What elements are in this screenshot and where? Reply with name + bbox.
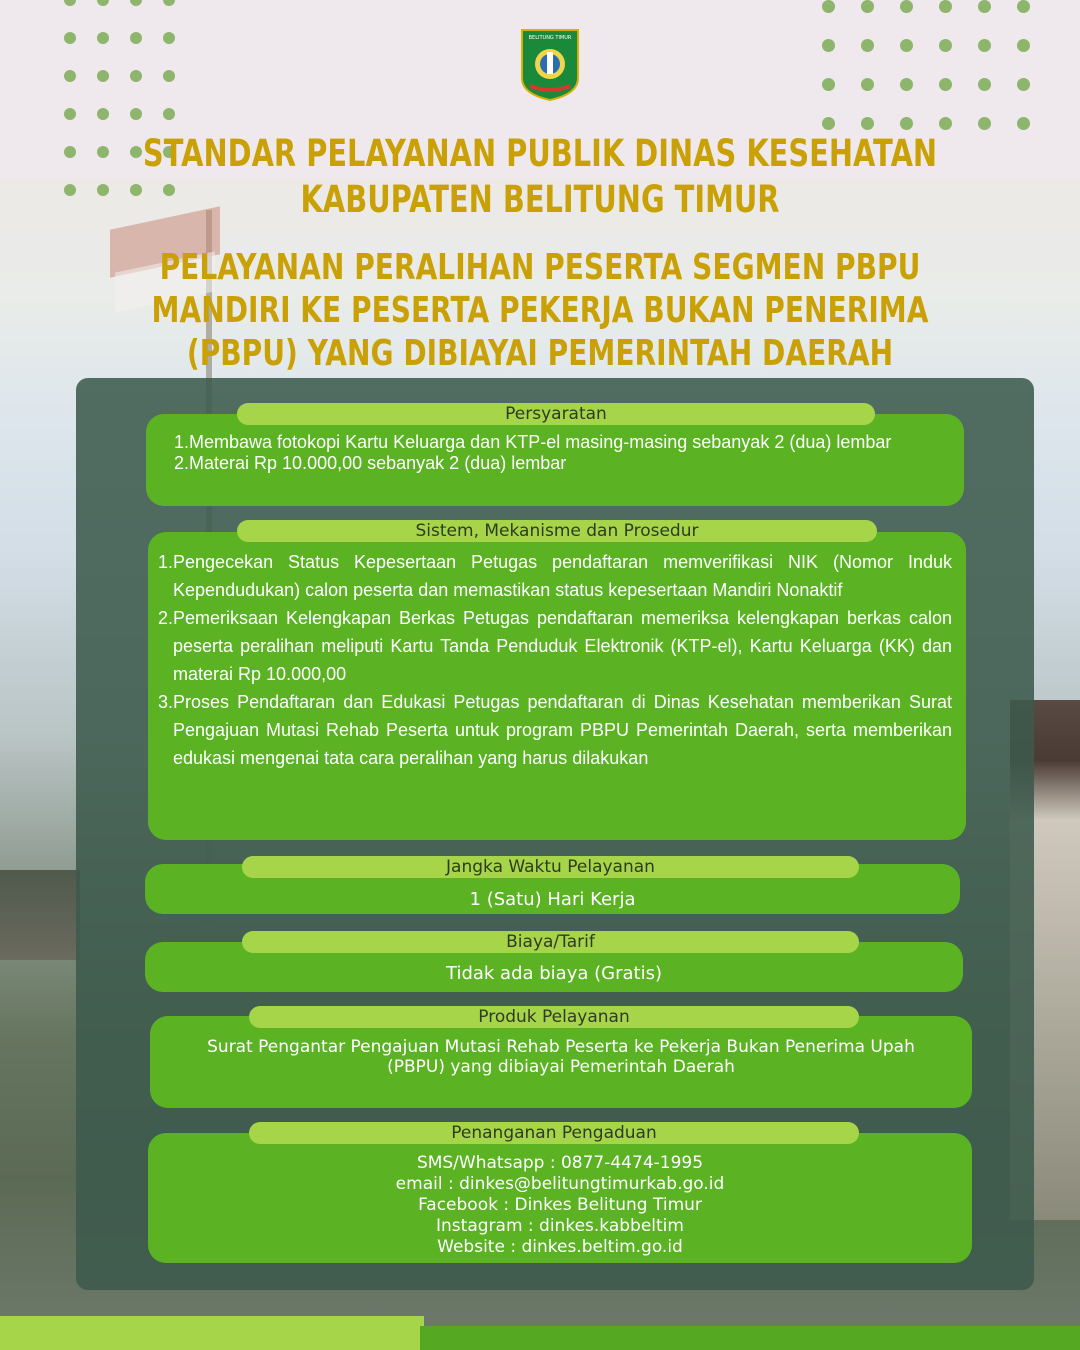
jangka-waktu-value: 1 (Satu) Hari Kerja xyxy=(469,889,636,910)
logo-text: BELITUNG TIMUR xyxy=(528,35,572,41)
pengaduan-email: email : dinkes@belitungtimurkab.go.id xyxy=(395,1174,725,1194)
list-text: Pengecekan Status Kepesertaan Petugas pendaftaran memverifikasi NIK (Nomor Induk Kependudukan) calon peserta dan memastikan status kepesertaan Mandiri Nonaktif xyxy=(173,552,952,600)
pengaduan-instagram: Instagram : dinkes.kabbeltim xyxy=(436,1216,684,1236)
list-number: 1. xyxy=(158,552,174,572)
service-title-line2: MANDIRI KE PESERTA PEKERJA BUKAN PENERIMA xyxy=(151,290,929,331)
page-title-line1: STANDAR PELAYANAN PUBLIK DINAS KESEHATAN xyxy=(142,132,938,175)
pengaduan-website: Website : dinkes.beltim.go.id xyxy=(437,1237,683,1257)
service-title-line1: PELAYANAN PERALIHAN PESERTA SEGMEN PBPU xyxy=(159,247,921,288)
pengaduan-card xyxy=(148,1133,972,1263)
list-text: Membawa fotokopi Kartu Keluarga dan KTP-el masing-masing sebanyak 2 (dua) lembar xyxy=(189,432,892,452)
service-title xyxy=(119,246,961,375)
list-text: Pemeriksaan Kelengkapan Berkas Petugas pendaftaran memeriksa kelengkapan berkas calon peserta peralihan meliputi Kartu Tanda Penduduk Elektronik (KTP-el), Kartu Keluarga (KK) dan materai Rp 10.000,00 xyxy=(173,608,952,684)
biaya-value: Tidak ada biaya (Gratis) xyxy=(446,963,662,984)
list-item xyxy=(174,432,940,453)
bottom-bar-dark xyxy=(420,1326,1080,1350)
persyaratan-label: Persyaratan xyxy=(237,403,875,425)
list-item xyxy=(158,548,952,604)
prosedur-card xyxy=(148,532,966,840)
belitung-timur-emblem-icon xyxy=(520,28,580,102)
list-text: Proses Pendaftaran dan Edukasi Petugas pendaftaran di Dinas Kesehatan memberikan Surat Pengajuan Mutasi Rehab Peserta untuk program PBPU Pemerintah Daerah, serta memberikan edukasi mengenai tata cara peralihan yang harus dilakukan xyxy=(173,692,952,768)
service-title-line3: (PBPU) YANG DIBIAYAI PEMERINTAH DAERAH xyxy=(186,333,894,374)
decor-dots-right xyxy=(822,0,1056,130)
biaya-label: Biaya/Tarif xyxy=(242,931,859,953)
prosedur-label: Sistem, Mekanisme dan Prosedur xyxy=(237,520,877,542)
produk-label: Produk Pelayanan xyxy=(249,1006,859,1028)
pengaduan-sms: SMS/Whatsapp : 0877-4474-1995 xyxy=(416,1153,704,1173)
produk-line1: Surat Pengantar Pengajuan Mutasi Rehab Peserta ke Pekerja Bukan Penerima Upah xyxy=(207,1037,915,1057)
pengaduan-label: Penanganan Pengaduan xyxy=(249,1122,859,1144)
produk-card xyxy=(150,1016,972,1108)
list-number: 1. xyxy=(174,432,190,452)
produk-line2: (PBPU) yang dibiayai Pemerintah Daerah xyxy=(387,1057,735,1077)
list-item xyxy=(158,604,952,688)
list-number: 2. xyxy=(158,608,174,628)
list-item xyxy=(158,688,952,772)
page-title-line2: KABUPATEN BELITUNG TIMUR xyxy=(300,178,780,221)
persyaratan-list xyxy=(174,432,940,474)
list-text: Materai Rp 10.000,00 sebanyak 2 (dua) lembar xyxy=(189,453,567,473)
persyaratan-card xyxy=(146,414,964,506)
background-roof xyxy=(0,870,80,960)
list-item xyxy=(174,453,940,474)
pengaduan-facebook: Facebook : Dinkes Belitung Timur xyxy=(418,1195,702,1215)
list-number: 3. xyxy=(158,692,174,712)
prosedur-list xyxy=(158,548,952,772)
bottom-bar-light xyxy=(0,1316,424,1350)
list-number: 2. xyxy=(174,453,190,473)
jangka-waktu-label: Jangka Waktu Pelayanan xyxy=(242,856,859,878)
